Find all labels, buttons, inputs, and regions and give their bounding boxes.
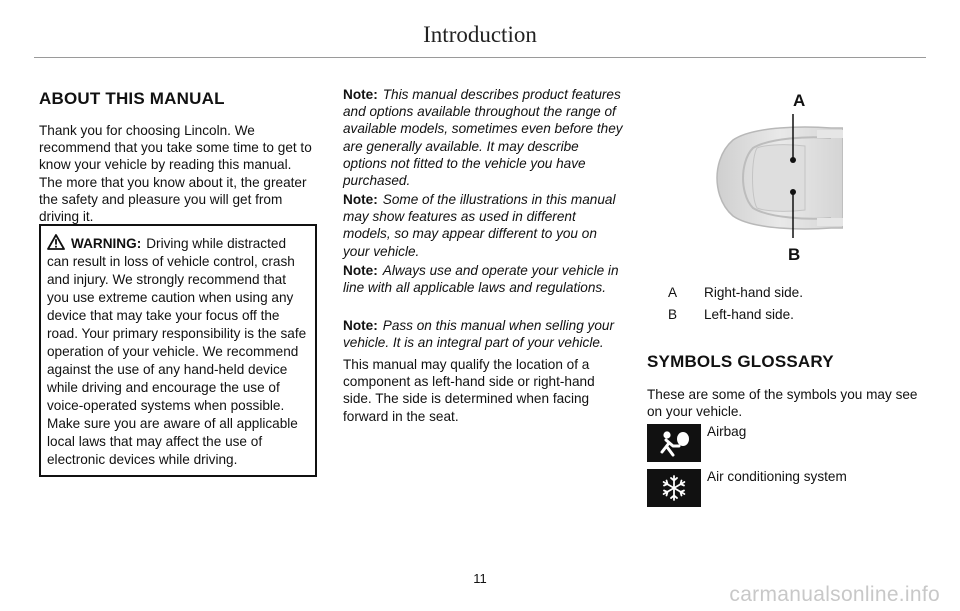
legend-key: A — [668, 285, 678, 300]
note-1 — [343, 86, 623, 189]
car-top-view — [717, 127, 843, 229]
page-number: 11 — [473, 571, 487, 586]
callout-a-label: A — [793, 91, 806, 110]
symbols-heading: SYMBOLS GLOSSARY — [647, 352, 834, 371]
note-label: Note: — [343, 318, 378, 333]
header-divider — [34, 57, 926, 58]
symbol-label: Air conditioning system — [707, 469, 847, 484]
side-paragraph: This manual may qualify the location of a component as left-hand side or right-hand side. The side is determined when facing forward in the seat. — [343, 357, 595, 424]
note-label: Note: — [343, 263, 378, 278]
airbag-icon — [647, 424, 701, 462]
vehicle-sides-diagram — [713, 90, 843, 262]
warning-box — [39, 224, 317, 477]
watermark: carmanualsonline.info — [729, 583, 940, 606]
warning-paragraph — [47, 234, 309, 469]
legend-key: B — [668, 307, 678, 322]
note-2 — [343, 191, 623, 260]
note-text: This manual describes product features and options available throughout the range of available models, sometimes even before they are generally available. It may describe options not fitted to the vehicle you have purchased. — [343, 87, 623, 189]
legend-value: Left-hand side. — [704, 307, 794, 322]
warning-triangle-icon — [47, 234, 65, 250]
note-label: Note: — [343, 192, 378, 207]
snowflake-icon — [647, 469, 701, 507]
warning-label: WARNING: — [71, 236, 142, 251]
note-label: Note: — [343, 87, 378, 102]
warning-text: Driving while distracted can result in loss of vehicle control, crash and injury. We strongly recommend that you use extreme caution when using any device that may take your focus off the road. Your primary responsibility is the safe operation of your vehicle. We recommend against the use of any hand-held device while driving and encourage the use of voice-operated systems when possible. Make sure you are aware of all applicable local laws that may affect the use of electronic devices while driving. — [47, 236, 307, 467]
note-4 — [343, 317, 623, 351]
legend-row-a — [668, 285, 803, 300]
note-text: Pass on this manual when selling your vehicle. It is an integral part of your vehicle. — [343, 318, 614, 351]
about-intro: Thank you for choosing Lincoln. We recommend that you take some time to get to know your vehicle by reading this manual. The more that you know about it, the greater the safety and pleasure you will get from driving it. — [39, 123, 312, 225]
callout-b-label: B — [788, 245, 801, 262]
note-text: Some of the illustrations in this manual may show features as used in different models, so may appear different to you on your vehicle. — [343, 192, 616, 259]
note-text: Always use and operate your vehicle in line with all applicable laws and regulations. — [343, 263, 619, 296]
symbol-label: Airbag — [707, 424, 747, 439]
legend-row-b — [668, 307, 794, 322]
page-title: Introduction — [423, 22, 537, 47]
legend-value: Right-hand side. — [704, 285, 803, 300]
symbols-intro: These are some of the symbols you may see on your vehicle. — [647, 387, 918, 420]
about-heading: ABOUT THIS MANUAL — [39, 89, 225, 108]
callout-a-dot — [790, 157, 796, 163]
note-3 — [343, 262, 623, 296]
